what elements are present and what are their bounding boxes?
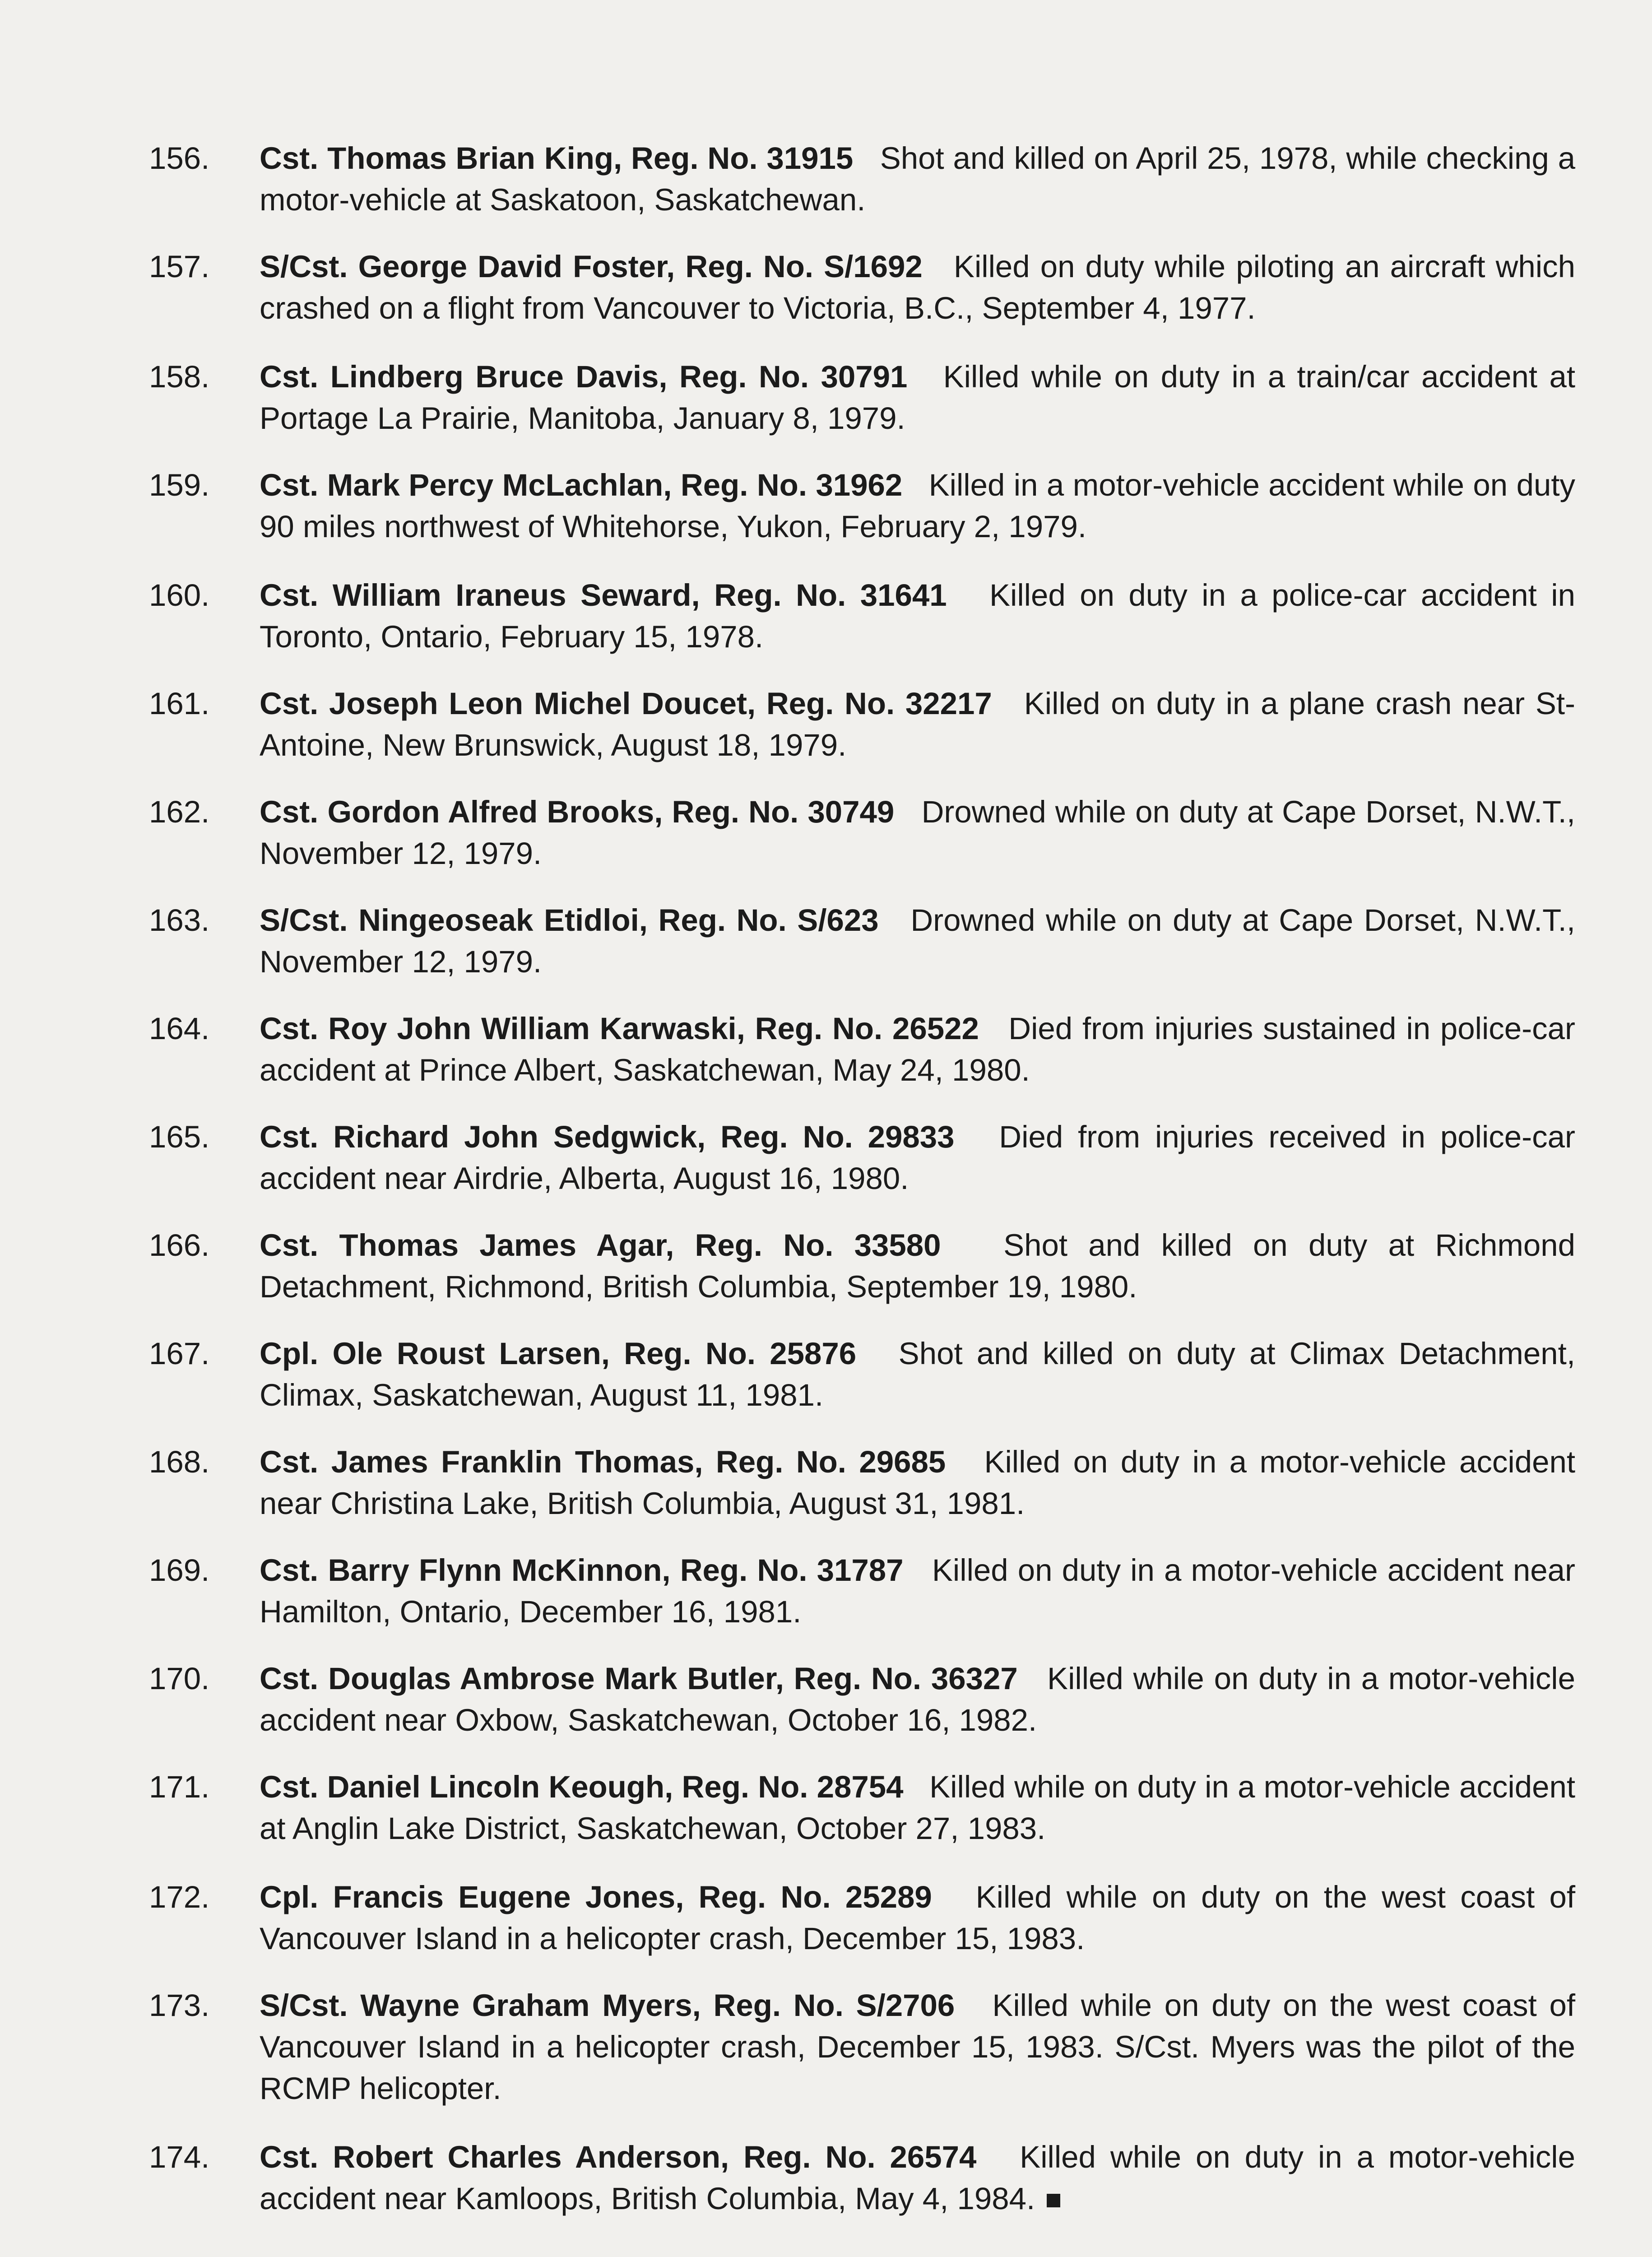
entry-name: Cst. Gordon Alfred Brooks, Reg. No. 30749	[260, 794, 895, 829]
entry-number: 174.	[149, 2140, 210, 2174]
entry-text: Died from injuries sustained in police-car accident at Prince Albert, Saskatchewan, May 24, 1980.	[260, 1011, 1575, 1087]
entry-body	[260, 464, 1575, 548]
entry-name: Cst. Roy John William Karwaski, Reg. No. 26522	[260, 1011, 979, 1046]
list-item	[149, 356, 1575, 439]
entry-body	[260, 246, 1575, 329]
entry-name: Cst. Douglas Ambrose Mark Butler, Reg. No. 36327	[260, 1661, 1018, 1696]
entry-number: 157.	[149, 249, 210, 284]
honour-roll-list	[149, 138, 1575, 2245]
list-item	[149, 1658, 1575, 1741]
list-item	[149, 1550, 1575, 1633]
entry-name: Cst. Robert Charles Anderson, Reg. No. 26574	[260, 2140, 977, 2174]
entry-text: Killed on duty while piloting an aircraft which crashed on a flight from Vancouver to Victoria, B.C., September 4, 1977.	[260, 249, 1575, 325]
entry-body	[260, 900, 1575, 983]
list-item	[149, 1225, 1575, 1308]
entry-body	[260, 1985, 1575, 2109]
entry-body	[260, 1225, 1575, 1308]
entry-body	[260, 1441, 1575, 1524]
entry-name: Cst. Thomas James Agar, Reg. No. 33580	[260, 1228, 941, 1263]
entry-name: Cpl. Ole Roust Larsen, Reg. No. 25876	[260, 1336, 857, 1371]
list-item	[149, 1441, 1575, 1524]
entry-body	[260, 683, 1575, 766]
entry-number: 169.	[149, 1553, 210, 1588]
entry-body	[260, 2136, 1575, 2220]
entry-text: Drowned while on duty at Cape Dorset, N.W.T., November 12, 1979.	[260, 903, 1575, 979]
entry-text: Shot and killed on duty at Richmond Detachment, Richmond, British Columbia, September 19, 1980.	[260, 1228, 1575, 1304]
list-item	[149, 900, 1575, 983]
entry-text: Killed in a motor-vehicle accident while on duty 90 miles northwest of Whitehorse, Yukon, February 2, 1979.	[260, 468, 1575, 544]
entry-text: Killed while on duty in a motor-vehicle accident at Anglin Lake District, Saskatchewan, October 27, 1983.	[260, 1769, 1575, 1846]
list-item	[149, 464, 1575, 548]
entry-body	[260, 1550, 1575, 1633]
entry-number: 166.	[149, 1228, 210, 1263]
entry-body	[260, 791, 1575, 874]
entry-number: 164.	[149, 1011, 210, 1046]
entry-body	[260, 1008, 1575, 1091]
entry-name: Cst. Richard John Sedgwick, Reg. No. 29833	[260, 1119, 955, 1154]
entry-text: Killed on duty in a motor-vehicle accident near Hamilton, Ontario, December 16, 1981.	[260, 1553, 1576, 1629]
list-item	[149, 2136, 1575, 2220]
list-item	[149, 1333, 1575, 1416]
entry-text: Shot and killed on duty at Climax Detachment, Climax, Saskatchewan, August 11, 1981.	[260, 1336, 1576, 1412]
entry-number: 159.	[149, 468, 210, 502]
entry-name: S/Cst. Ningeoseak Etidloi, Reg. No. S/623	[260, 903, 879, 938]
entry-number: 161.	[149, 686, 210, 721]
entry-text: Killed while on duty in a train/car accident at Portage La Prairie, Manitoba, January 8, 1979.	[260, 359, 1575, 436]
entry-name: Cst. William Iraneus Seward, Reg. No. 31641	[260, 578, 947, 613]
entry-number: 167.	[149, 1336, 210, 1371]
list-item	[149, 1766, 1575, 1849]
list-item	[149, 1876, 1575, 1960]
entry-number: 160.	[149, 578, 210, 613]
entry-number: 156.	[149, 141, 210, 176]
entry-name: S/Cst. George David Foster, Reg. No. S/1692	[260, 249, 923, 284]
entry-number: 170.	[149, 1661, 210, 1696]
entry-text: Killed on duty in a motor-vehicle accident near Christina Lake, British Columbia, August 31, 1981.	[260, 1444, 1575, 1521]
entry-body	[260, 1876, 1575, 1960]
entry-number: 165.	[149, 1119, 210, 1154]
entry-text: Killed on duty in a plane crash near St-Antoine, New Brunswick, August 18, 1979.	[260, 686, 1576, 762]
list-item	[149, 246, 1575, 329]
entry-body	[260, 575, 1575, 658]
list-item	[149, 575, 1575, 658]
entry-name: Cst. Mark Percy McLachlan, Reg. No. 31962	[260, 468, 903, 502]
entry-text: Killed on duty in a police-car accident in Toronto, Ontario, February 15, 1978.	[260, 578, 1576, 654]
entry-text: Shot and killed on April 25, 1978, while checking a motor-vehicle at Saskatoon, Saskatchewan.	[260, 141, 1575, 217]
entry-name: S/Cst. Wayne Graham Myers, Reg. No. S/2706	[260, 1988, 955, 2023]
entry-body	[260, 1766, 1575, 1849]
entry-text: Killed while on duty on the west coast of Vancouver Island in a helicopter crash, December 15, 1983. S/Cst. Myers was the pilot of the RCMP helicopter.	[260, 1988, 1575, 2106]
list-item	[149, 1985, 1575, 2109]
end-of-article-mark-icon	[1047, 2194, 1060, 2207]
entry-text: Died from injuries received in police-car accident near Airdrie, Alberta, August 16, 1980.	[260, 1119, 1575, 1196]
entry-name: Cpl. Francis Eugene Jones, Reg. No. 25289	[260, 1880, 932, 1914]
entry-number: 162.	[149, 794, 210, 829]
entry-name: Cst. Barry Flynn McKinnon, Reg. No. 31787	[260, 1553, 904, 1588]
entry-text: Drowned while on duty at Cape Dorset, N.W.T., November 12, 1979.	[260, 794, 1575, 871]
entry-body	[260, 1333, 1575, 1416]
entry-text: Killed while on duty in a motor-vehicle accident near Kamloops, British Columbia, May 4, 1984.	[260, 2140, 1575, 2216]
entry-name: Cst. Joseph Leon Michel Doucet, Reg. No. 32217	[260, 686, 992, 721]
entry-number: 171.	[149, 1769, 210, 1804]
entry-body	[260, 1658, 1575, 1741]
list-item	[149, 1008, 1575, 1091]
entry-name: Cst. James Franklin Thomas, Reg. No. 29685	[260, 1444, 946, 1479]
entry-name: Cst. Lindberg Bruce Davis, Reg. No. 30791	[260, 359, 908, 394]
list-item	[149, 683, 1575, 766]
entry-number: 172.	[149, 1880, 210, 1914]
entry-name: Cst. Daniel Lincoln Keough, Reg. No. 28754	[260, 1769, 904, 1804]
entry-body	[260, 1116, 1575, 1199]
entry-body	[260, 138, 1575, 221]
entry-body	[260, 356, 1575, 439]
list-item	[149, 791, 1575, 874]
entry-number: 163.	[149, 903, 210, 938]
entry-text: Killed while on duty in a motor-vehicle accident near Oxbow, Saskatchewan, October 16, 1982.	[260, 1661, 1576, 1737]
entry-name: Cst. Thomas Brian King, Reg. No. 31915	[260, 141, 854, 176]
entry-text: Killed while on duty on the west coast of Vancouver Island in a helicopter crash, December 15, 1983.	[260, 1880, 1575, 1956]
entry-number: 158.	[149, 359, 210, 394]
entry-number: 168.	[149, 1444, 210, 1479]
list-item	[149, 138, 1575, 221]
entry-number: 173.	[149, 1988, 210, 2023]
list-item	[149, 1116, 1575, 1199]
